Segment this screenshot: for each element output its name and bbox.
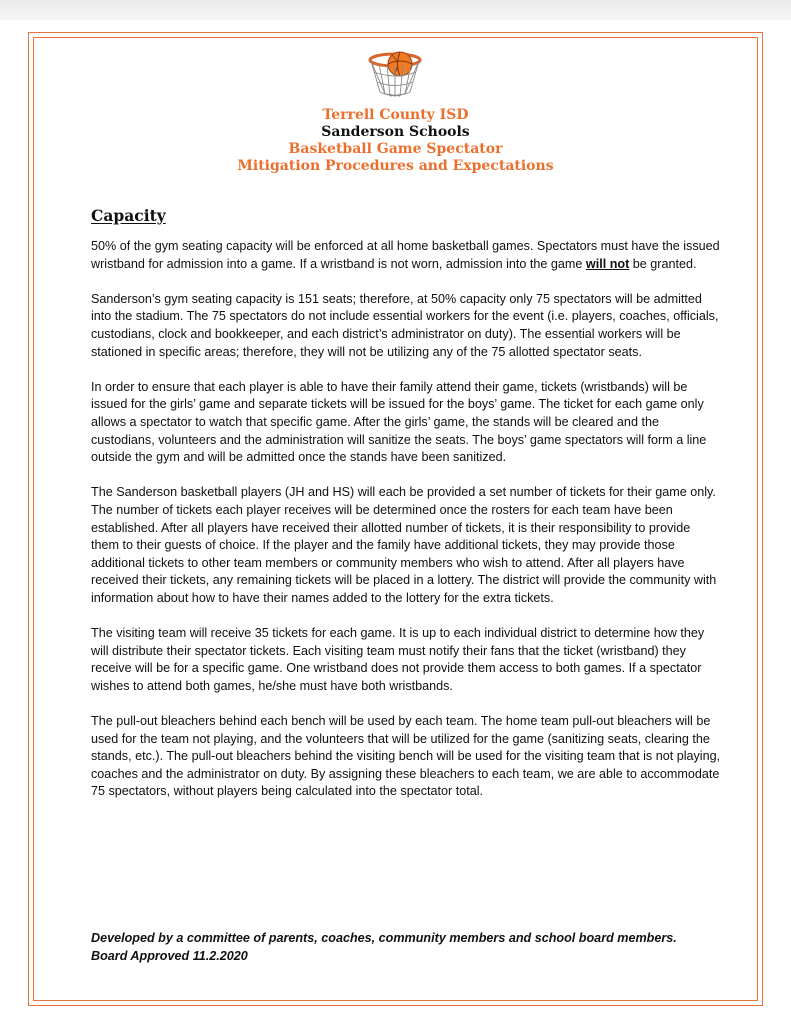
district-name: Terrell County ISD xyxy=(322,107,469,123)
paragraph-1-emphasis: will not xyxy=(585,256,630,271)
paragraph-1-text-a: 50% of the gym seating capacity will be enforced at all home basketball games. Spectators must have the issued wristband for admission into a game. If a wristband is not worn, admission into the game xyxy=(91,239,720,271)
paragraph-1-text-b: be granted. xyxy=(629,256,697,271)
viewer-top-bar xyxy=(0,0,791,20)
paragraph-6: The pull-out bleachers behind each bench will be used by each team. The home team pull-out bleachers will be used for the team not playing, and the volunteers that will be utilized for the game (sanitizing seats, clearing the stands, etc.). The pull-out bleachers behind the visiting bench will be used for the visiting team that is not playing, coaches and the administrator on duty. By assigning these bleachers to each team, we are able to accommodate 75 spectators, without players being calculated into the spectator total. xyxy=(91,714,721,799)
paragraph-3: In order to ensure that each player is able to have their family attend their game, tickets (wristbands) will be issued for the girls’ game and separate tickets will be issued for the boys’ game. The ticket for each game only allows a spectator to watch that specific game. After the girls’ game, the stands will be cleared and the custodians, volunteers and the administration will sanitize the seats. The boys’ game spectators will form a line outside the gym and will be admitted once the stands have been sanitized. xyxy=(91,379,707,465)
document-header xyxy=(0,107,791,175)
document-page xyxy=(0,20,791,1024)
paragraph-1 xyxy=(91,238,721,273)
document-body xyxy=(91,238,721,819)
section-title-capacity: Capacity xyxy=(91,206,166,225)
school-name: Sanderson Schools xyxy=(321,124,470,140)
document-subtitle: Mitigation Procedures and Expectations xyxy=(237,158,554,174)
document-subject: Basketball Game Spectator xyxy=(288,141,503,157)
footer-approval-date: Board Approved 11.2.2020 xyxy=(91,948,248,963)
basketball-hoop-icon xyxy=(362,44,428,110)
footer-committee-note: Developed by a committee of parents, coaches, community members and school board members. xyxy=(91,931,677,945)
paragraph-2: Sanderson’s gym seating capacity is 151 seats; therefore, at 50% capacity only 75 spectators will be admitted into the stadium. The 75 spectators do not include essential workers for the event (i.e. players, coaches, officials, custodians, clock and bookkeeper, and each district’s administrator on duty). The essential workers will be stationed in specific areas; therefore, they will not be utilizing any of the 75 allotted spectator seats. xyxy=(91,291,719,359)
document-footer xyxy=(91,930,731,965)
paragraph-5: The visiting team will receive 35 tickets for each game. It is up to each individual district to determine how they will distribute their spectator tickets. Each visiting team must notify their fans that the ticket (wristband) they receive will be for a specific game. One wristband does not provide them access to both games. If a spectator wishes to attend both games, he/she must have both wristbands. xyxy=(91,626,705,693)
paragraph-4: The Sanderson basketball players (JH and HS) will each be provided a set number of tickets for their game only. The number of tickets each player receives will be determined once the rosters for each team have been established. After all players have received their allotted number of tickets, it is their responsibility to provide them to their guests of choice. If the player and the family have additional tickets, they may provide those additional tickets to other team members or community members who wish to attend. After all players have received their tickets, any remaining tickets will be placed in a lottery. The district will provide the community with information about how to have their names added to the lottery for the extra tickets. xyxy=(91,485,717,605)
